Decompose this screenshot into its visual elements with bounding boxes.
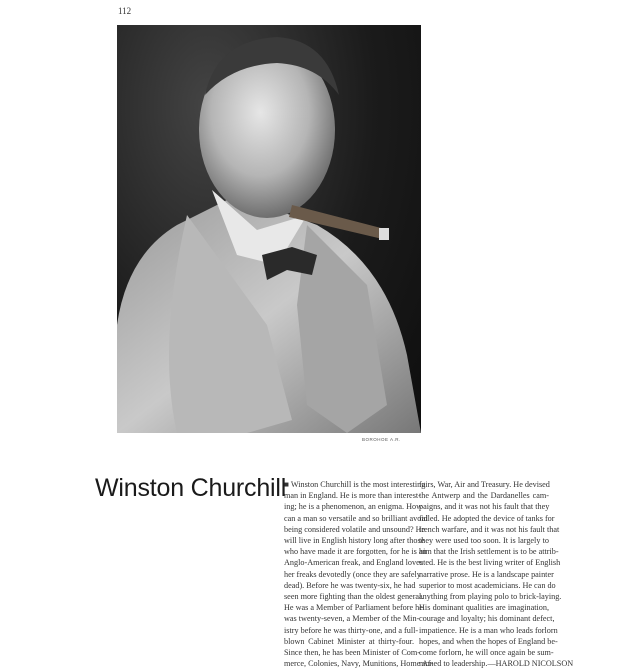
text-line: failed. He adopted the device of tanks for <box>419 513 555 523</box>
text-line: He was a Member of Parliament before he <box>284 603 423 613</box>
article-column-2 <box>419 479 574 669</box>
text-line: they were used too soon. It is largely to <box>419 536 549 546</box>
text-line: hopes, and when the hopes of England be- <box>419 636 558 646</box>
text-line: seen more fighting than the oldest general. <box>284 592 424 602</box>
text-line: trench warfare, and it was not his fault that <box>419 524 560 534</box>
portrait-illustration <box>117 25 421 433</box>
text-line: will live in English history long after those <box>284 536 425 546</box>
text-line: Since then, he has been Minister of Com- <box>284 648 420 658</box>
text-line: anything from playing polo to brick-laying. <box>419 592 562 602</box>
text-line: man in England. He is more than interest- <box>284 491 421 501</box>
text-line: Anglo-American freak, and England loves <box>284 558 423 568</box>
text-line: superior to most academicians. He can do <box>419 580 556 590</box>
photo-credit: BOROHOE A.R. <box>362 437 401 442</box>
text-line: moned to leadership.—HAROLD NICOLSON <box>419 659 574 669</box>
text-line: who have made it are forgotten, for he is an <box>284 547 427 557</box>
page-number: 112 <box>118 6 132 16</box>
text-line: ing; he is a phenomenon, an enigma. How <box>284 502 423 512</box>
text-line: impatience. He is a man who leads forlorn <box>419 625 558 635</box>
text-line: His dominant qualities are imagination, <box>419 603 549 613</box>
text-line: him that the Irish settlement is to be attrib- <box>419 547 559 557</box>
text-line: uted. He is the best living writer of English <box>419 558 561 568</box>
text-line: narrative prose. He is a landscape painter <box>419 569 554 579</box>
text-line: ■ Winston Churchill is the most interesting <box>284 480 426 489</box>
text-line: was twenty-seven, a Member of the Min- <box>284 614 420 624</box>
article-column-1 <box>284 479 434 669</box>
text-line: blown Cabinet Minister at thirty-four. <box>284 636 414 646</box>
text-line: the Antwerp and the Dardanelles cam- <box>419 491 549 501</box>
text-line: come forlorn, he will once again be sum- <box>419 648 554 658</box>
text-line: paigns, and it was not his fault that they <box>419 502 550 512</box>
text-line: courage and loyalty; his dominant defect, <box>419 614 555 624</box>
text-line: fairs, War, Air and Treasury. He devised <box>419 480 550 489</box>
text-line: can a man so versatile and so brilliant avoid <box>284 513 428 523</box>
text-line: being considered volatile and unsound? He <box>284 524 426 534</box>
text-line: istry before he was thirty-one, and a full- <box>284 625 419 635</box>
text-line: merce, Colonies, Navy, Munitions, Home Af- <box>284 659 434 669</box>
portrait-photo <box>117 25 421 433</box>
article-title: Winston Churchill <box>95 474 287 502</box>
text-line: her freaks devotedly (once they are safely <box>284 569 421 579</box>
text-line: dead). Before he was twenty-six, he had <box>284 580 416 590</box>
